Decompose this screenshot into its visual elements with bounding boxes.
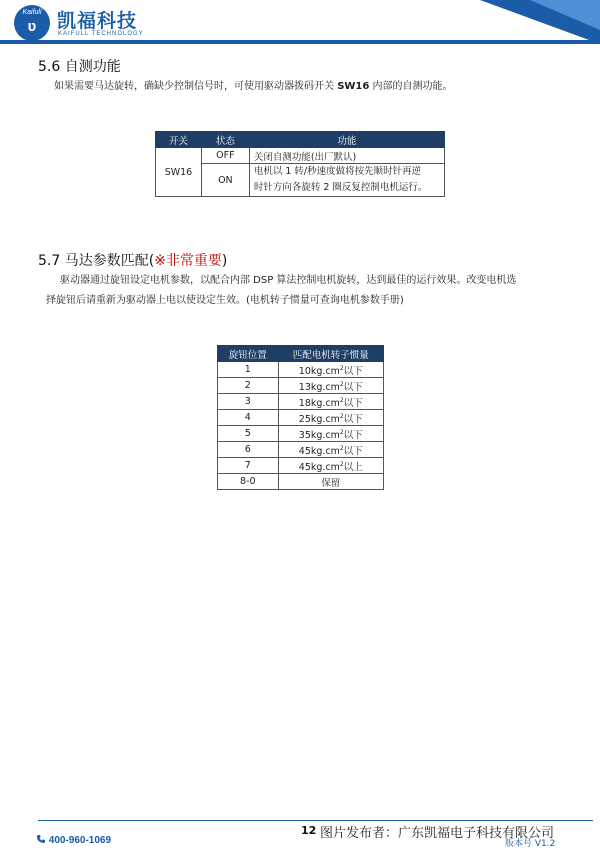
inertia-value: 35kg.cm [298,429,340,441]
knob-pos-cell: 1 [218,362,279,378]
inertia-sup: 2 [339,412,344,420]
logo-mark: ʋ [27,18,37,35]
col-header-rotor-inertia: 匹配电机转子惯量 [278,346,383,362]
inertia-cell [278,410,383,426]
table-row [218,378,384,394]
inertia-suffix: 以下 [343,365,363,377]
col-header-knob-position: 旋钮位置 [218,346,279,362]
phone-icon [36,834,46,844]
function-line-2: 时针方向各旋转 2 圈反复控制电机运行。 [253,182,428,193]
section-5-7-title [38,250,227,270]
page-header [0,0,600,46]
logo-top-text: Kaifull [22,9,42,16]
inertia-suffix: 以下 [343,413,363,425]
table-row [218,474,384,490]
col-header-function: 功能 [249,132,444,148]
state-cell: OFF [201,148,249,164]
footer-divider [38,820,593,821]
knob-pos-cell: 4 [218,410,279,426]
motor-inertia-table [217,345,384,490]
self-test-table [155,131,445,197]
inertia-sup: 2 [339,428,344,436]
table-row [218,442,384,458]
header-decor-wedge-light [530,0,600,30]
knob-pos-cell: 8-0 [218,474,279,490]
section-5-6-title: 5.6 自测功能 [38,59,121,75]
inertia-cell [278,378,383,394]
section-5-7-body-line-1: 驱动器通过旋钮设定电机参数，以配合内部 DSP 算法控制电机旋转，达到最佳的运行效果。改变电机选 [60,275,517,286]
table-row [218,426,384,442]
inertia-value: 18kg.cm [298,397,340,409]
inertia-sup: 2 [339,364,344,372]
section-5-7-body-line-2: 择旋钮后请重新为驱动器上电以使设定生效。(电机转子惯量可查询电机参数手册) [46,295,404,306]
table-row [218,362,384,378]
important-note: ※非常重要 [154,253,222,269]
knob-pos-cell: 5 [218,426,279,442]
function-line-1: 电机以 1 转/秒速度做将按先顺时针再逆 [253,166,422,177]
inertia-cell [278,426,383,442]
inertia-suffix: 以下 [343,445,363,457]
header-stripe [0,40,600,44]
inertia-cell [278,362,383,378]
table-row [218,394,384,410]
inertia-value: 10kg.cm [298,365,340,377]
inertia-cell [278,458,383,474]
inertia-sup: 2 [339,396,344,404]
version-label: 版本号 V1.2 [505,839,556,849]
inertia-suffix: 以下 [343,397,363,409]
inertia-cell [278,394,383,410]
inertia-cell [278,442,383,458]
table-header-row [218,346,384,362]
company-logo-icon [14,5,50,41]
inertia-value: 45kg.cm [298,445,340,457]
knob-pos-cell: 7 [218,458,279,474]
col-header-switch: 开关 [156,132,202,148]
section-5-6-body-post: 内部的自测功能。 [369,81,453,92]
inertia-sup: 2 [339,444,344,452]
inertia-suffix: 以下 [343,381,363,393]
section-5-6-body [54,78,453,95]
section-5-6-body-pre: 如果需要马达旋转，确缺少控制信号时，可使用驱动器拨码开关 [54,81,338,92]
brand-subtitle: KAIFULL TECHNOLOGY [58,31,144,37]
section-5-7-title-main: 5.7 马达参数匹配( [38,253,155,269]
footer-phone [36,834,111,846]
col-header-state: 状态 [201,132,249,148]
inertia-value: 13kg.cm [298,381,340,393]
knob-pos-cell: 3 [218,394,279,410]
inertia-value: 保留 [321,477,341,489]
inertia-value: 25kg.cm [298,413,340,425]
inertia-sup: 2 [339,380,344,388]
section-5-6-body-bold: SW16 [337,81,370,92]
table-row [218,458,384,474]
function-cell: 关闭自测功能(出厂默认) [249,148,444,164]
knob-pos-cell: 6 [218,442,279,458]
inertia-cell [278,474,383,490]
inertia-sup: 2 [339,460,344,468]
state-cell: ON [201,164,249,197]
table-row [218,410,384,426]
table-row [156,148,445,164]
phone-number: 400-960-1069 [48,835,112,846]
table-header-row [156,132,445,148]
knob-pos-cell: 2 [218,378,279,394]
section-5-7-title-end: ) [221,253,228,269]
inertia-suffix: 以下 [343,429,363,441]
inertia-value: 45kg.cm [298,461,340,473]
page-number: 12 [301,824,317,837]
image-publisher-watermark: 图片发布者：广东凯福电子科技有限公司 [320,826,555,841]
function-cell [249,164,444,197]
brand-name: 凯福科技 [57,10,138,32]
switch-cell: SW16 [156,148,202,197]
inertia-suffix: 以上 [343,461,363,473]
